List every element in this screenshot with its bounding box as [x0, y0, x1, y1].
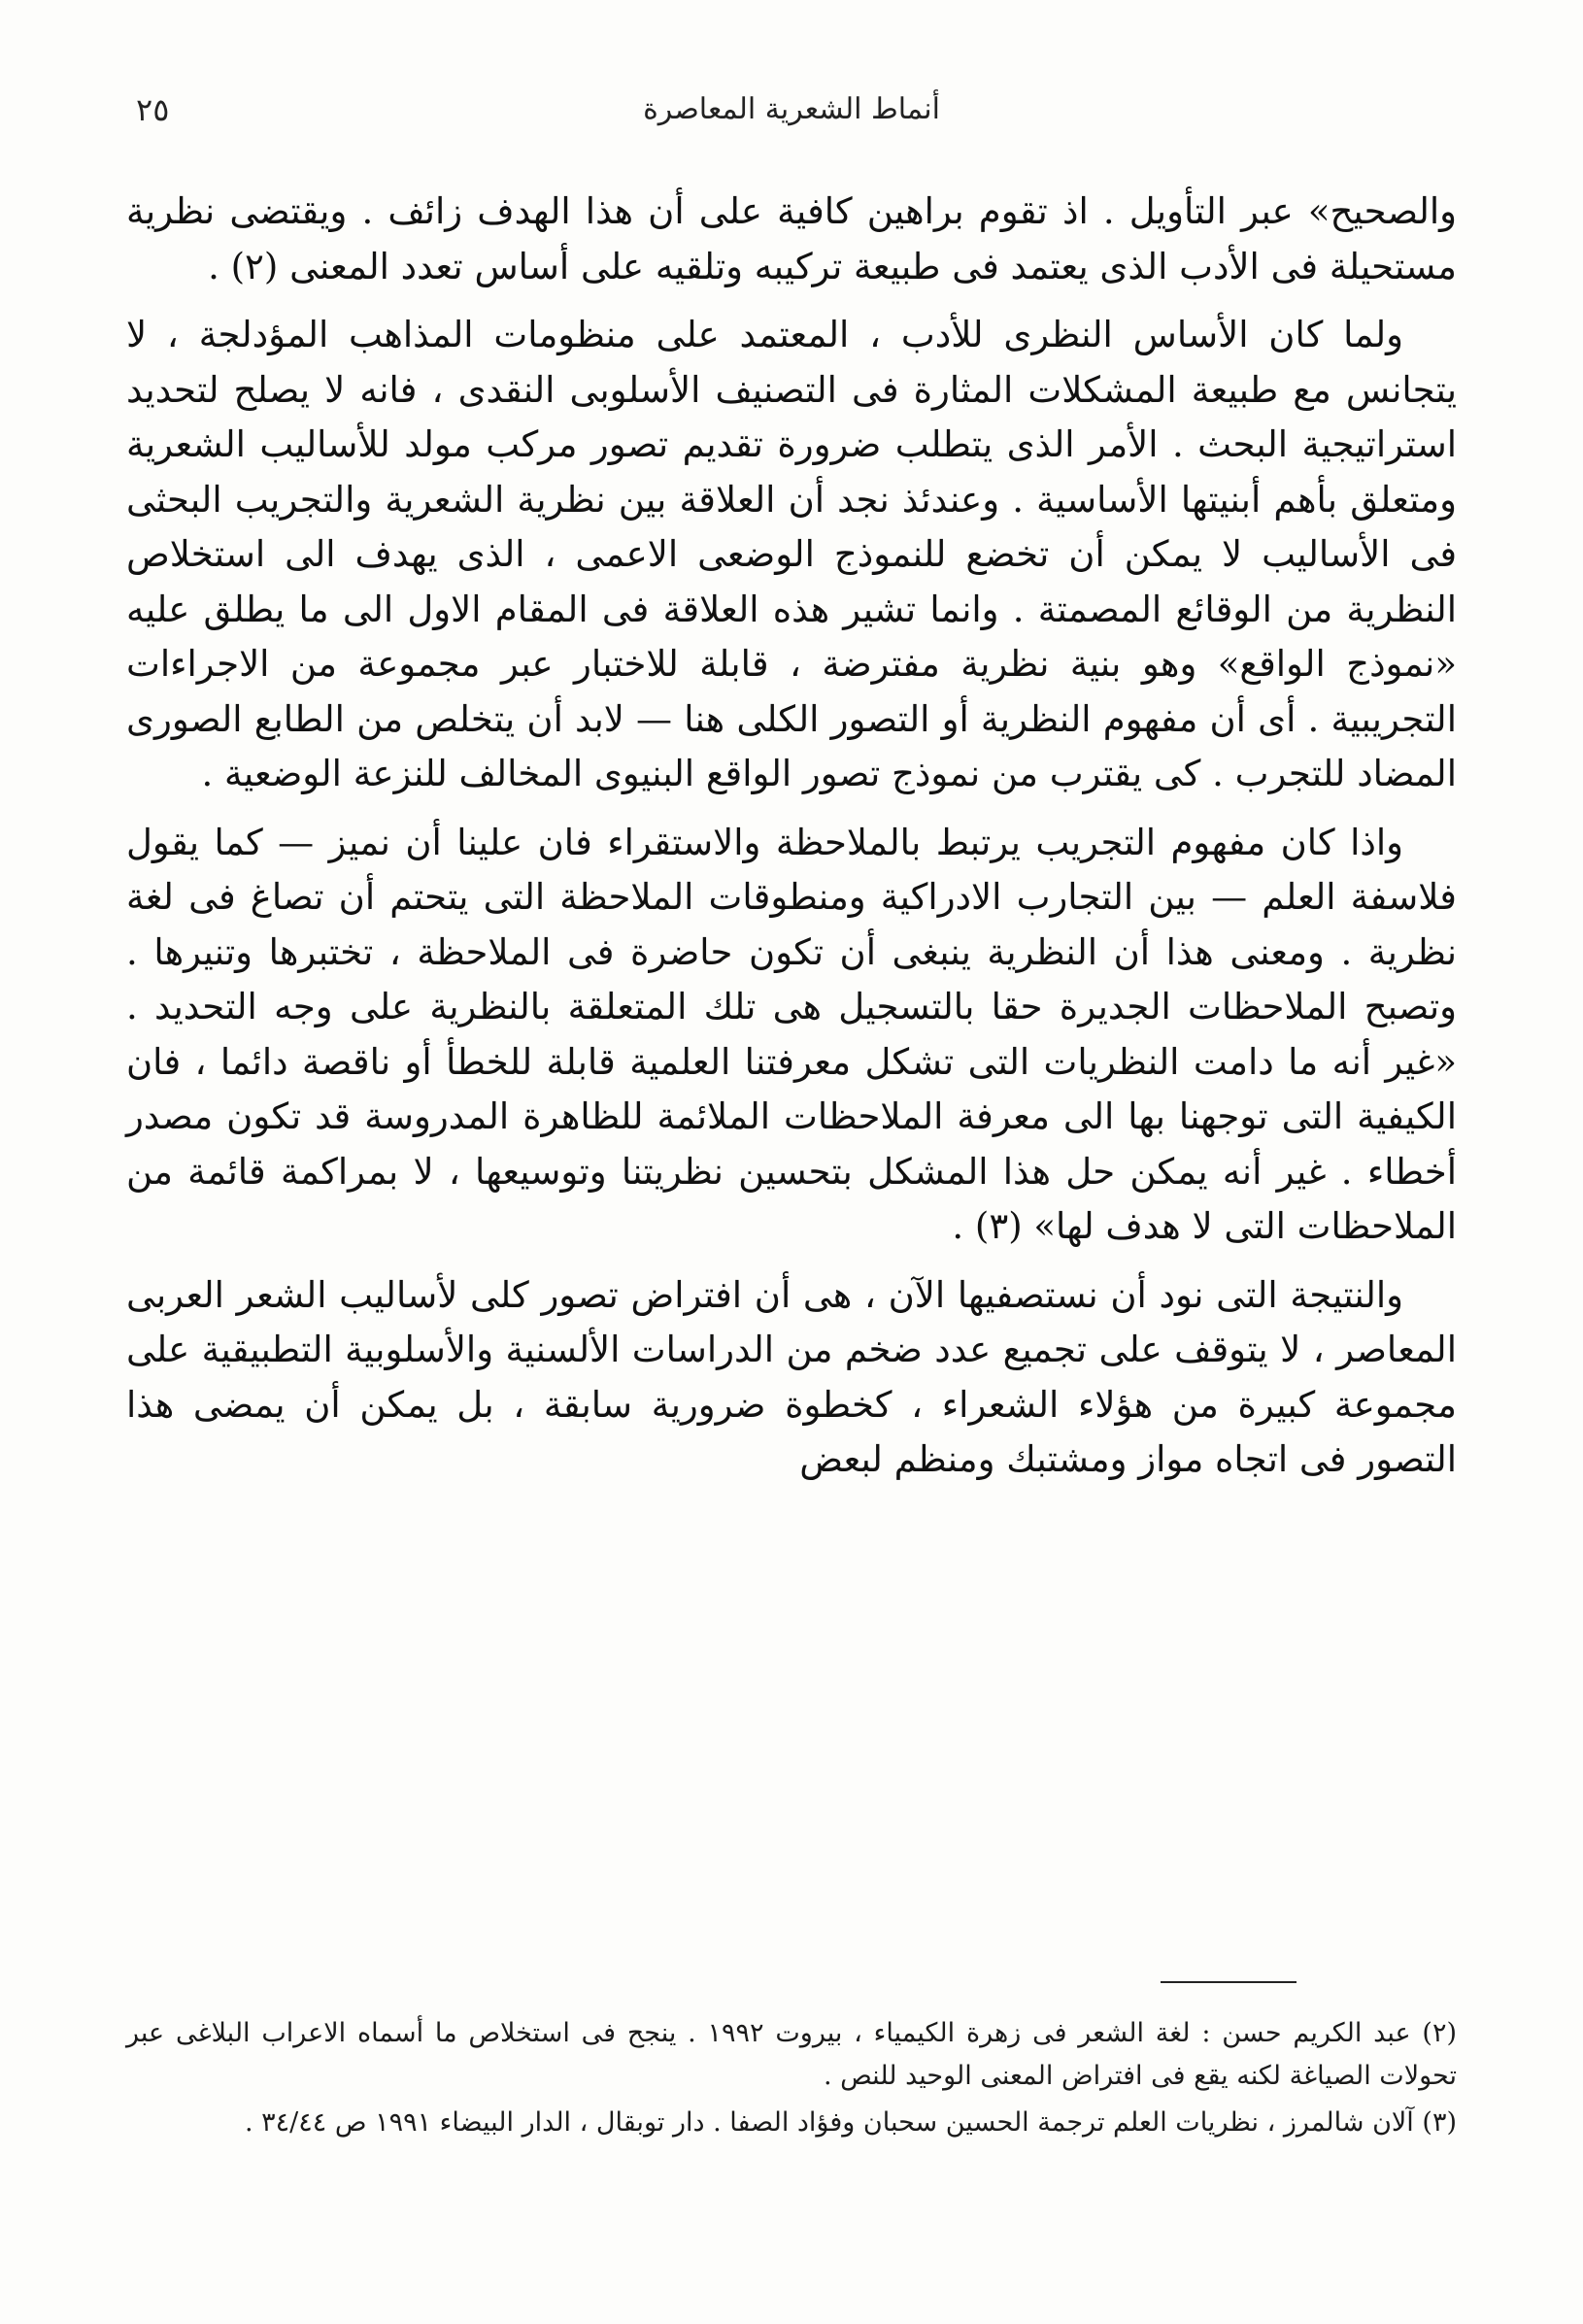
body-text: [126, 185, 1457, 1501]
page-number: ٢٥: [136, 91, 170, 128]
paragraph-3: واذا كان مفهوم التجريب يرتبط بالملاحظة والاستقراء فان علينا أن نميز — كما يقول فلاسفة العلم — بين التجارب الادراكية ومنطوقات الملاحظة التى يتحتم أن تصاغ فى لغة نظرية . ومعنى هذا أن النظرية ينبغى أن تكون حاضرة فى الملاحظة ، تختبرها وتنيرها . وتصبح الملاحظات الجديرة حقا بالتسجيل هى تلك المتعلقة بالنظرية على وجه التحديد . «غير أنه ما دامت النظريات التى تشكل معرفتنا العلمية قابلة للخطأ أو ناقصة دائما ، فان الكيفية التى توجهنا بها الى معرفة الملاحظات الملائمة للظاهرة المدروسة قد تكون مصدر أخطاء . غير أنه يمكن حل هذا المشكل بتحسين نظريتنا وتوسيعها ، لا بمراكمة قائمة من الملاحظات التى لا هدف لها» (٣) .: [126, 821, 1457, 1247]
footnotes: [126, 2012, 1457, 2148]
running-title: أنماط الشعرية المعاصرة: [643, 92, 940, 126]
paragraph-4: والنتيجة التى نود أن نستصفيها الآن ، هى أن افتراض تصور كلى لأساليب الشعر العربى المعاصر ، لا يتوقف على تجميع عدد ضخم من الدراسات الألسنية والأسلوبية التطبيقية على مجموعة كبيرة من هؤلاء الشعراء ، كخطوة ضرورية سابقة ، بل يمكن أن يمضى هذا التصور فى اتجاه مواز ومشتبك ومنظم لبعض: [126, 1273, 1457, 1480]
footnote-3: (٣) آلان شالمرز ، نظريات العلم ترجمة الحسين سحبان وفؤاد الصفا . دار توبقال ، الدار البيضاء ١٩٩١ ص ٣٤/٤٤ .: [244, 2107, 1457, 2138]
footnote-2: (٢) عبد الكريم حسن : لغة الشعر فى زهرة الكيمياء ، بيروت ١٩٩٢ . ينجح فى استخلاص ما أسماه الاعراب البلاغى عبر تحولات الصياغة لكنه يقع فى افتراض المعنى الوحيد للنص .: [126, 2018, 1457, 2091]
paragraph-2: ولما كان الأساس النظرى للأدب ، المعتمد على منظومات المذاهب المؤدلجة ، لا يتجانس مع طبيعة المشكلات المثارة فى التصنيف الأسلوبى النقدى ، فانه لا يصلح لتحديد استراتيجية البحث . الأمر الذى يتطلب ضرورة تقديم تصور مركب مولد للأساليب الشعرية ومتعلق بأهم أبنيتها الأساسية . وعندئذ نجد أن العلاقة بين نظرية الشعرية والتجريب البحثى فى الأساليب لا يمكن أن تخضع للنموذج الوضعى الاعمى ، الذى يهدف الى استخلاص النظرية من الوقائع المصمتة . وانما تشير هذه العلاقة فى المقام الاول الى ما يطلق عليه «نموذج الواقع» وهو بنية نظرية مفترضة ، قابلة للاختبار عبر مجموعة من الاجراءات التجريبية . أى أن مفهوم النظرية أو التصور الكلى هنا — لابد أن يتخلص من الطابع الصورى المضاد للتجرب . كى يقترب من نموذج تصور الواقع البنيوى المخالف للنزعة الوضعية .: [126, 314, 1457, 794]
footnote-divider: [1161, 1981, 1297, 1983]
running-header: [117, 85, 1466, 134]
paragraph-1: والصحيح» عبر التأويل . اذ تقوم براهين كافية على أن هذا الهدف زائف . ويقتضى نظرية مستحيلة فى الأدب الذى يعتمد فى طبيعة تركيبه وتلقيه على أساس تعدد المعنى (٢) .: [126, 190, 1457, 287]
